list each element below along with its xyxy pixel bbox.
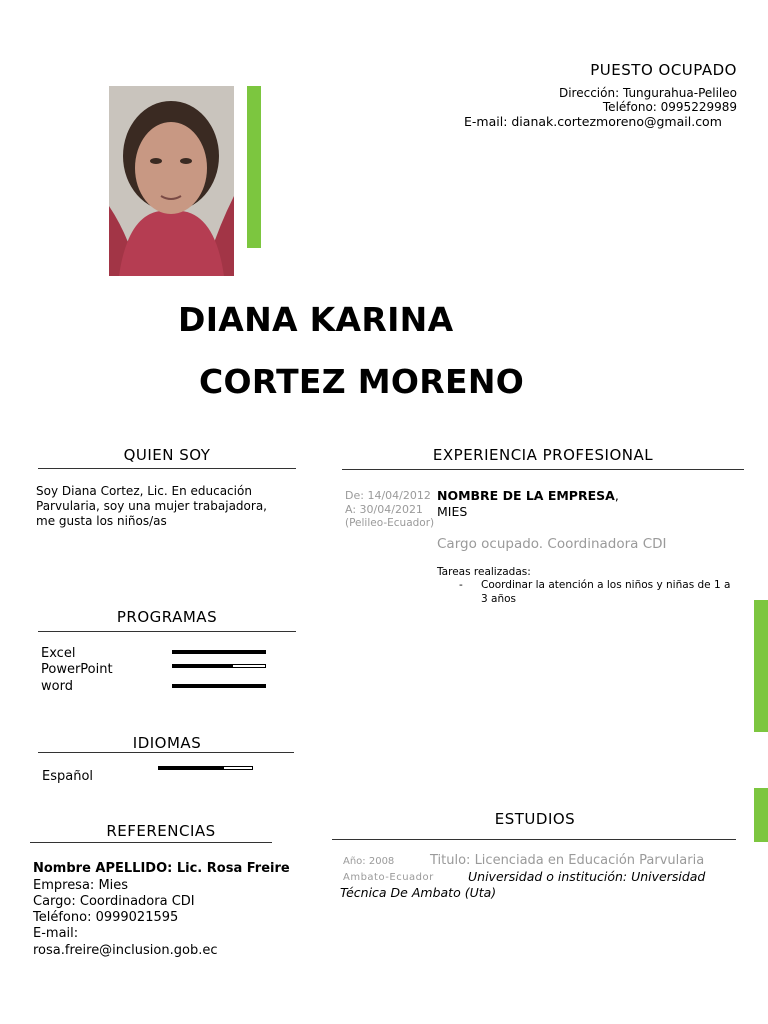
reference-phone: Teléfono: 0999021595 <box>33 910 179 925</box>
experience-company-heading <box>437 488 619 503</box>
studies-year: Año: 2008 <box>343 856 395 867</box>
program-label: Excel <box>41 646 76 661</box>
header-email[interactable]: E-mail: dianak.cortezmoreno@gmail.com <box>464 114 722 129</box>
languages-title: IDIOMAS <box>132 734 202 752</box>
programs-title: PROGRAMAS <box>116 608 218 626</box>
program-level-bar <box>172 664 266 668</box>
programs-divider <box>38 631 296 632</box>
language-level-fill <box>159 767 224 769</box>
name-first: DIANA KARINA <box>178 300 454 339</box>
program-level-bar <box>172 684 266 688</box>
program-level-fill <box>173 685 265 687</box>
references-divider <box>30 842 272 843</box>
program-label: PowerPoint <box>41 662 113 677</box>
reference-company: Empresa: Mies <box>33 878 129 893</box>
experience-company-label: NOMBRE DE LA EMPRESA <box>437 488 615 503</box>
studies-location: Ambato-Ecuador <box>343 872 434 883</box>
experience-company-sep: , <box>614 488 619 503</box>
name-last: CORTEZ MORENO <box>199 362 525 401</box>
about-text: Soy Diana Cortez, Lic. En educación Parvularia, soy una mujer trabajadora, me gusta los niños/as <box>36 484 267 528</box>
about-divider <box>38 468 296 469</box>
experience-task: Coordinar la atención a los niños y niñas de 1 a 3 años <box>481 579 731 605</box>
studies-degree: Titulo: Licenciada en Educación Parvularia <box>430 853 705 868</box>
program-level-fill <box>173 651 265 653</box>
accent-bar-top <box>247 86 261 248</box>
languages-divider <box>38 752 294 753</box>
reference-email-label: E-mail: <box>33 926 79 941</box>
language-level-bar <box>158 766 253 770</box>
accent-bar-right-lower <box>754 788 768 842</box>
header-title: PUESTO OCUPADO <box>590 61 737 79</box>
about-title: QUIEN SOY <box>123 446 211 464</box>
reference-email[interactable]: rosa.freire@inclusion.gob.ec <box>33 943 218 958</box>
profile-photo <box>109 86 234 276</box>
accent-bar-right <box>754 600 768 732</box>
program-level-bar <box>172 650 266 654</box>
language-label: Español <box>42 769 94 784</box>
task-bullet: - <box>459 579 463 591</box>
experience-divider <box>342 469 744 470</box>
references-title: REFERENCIAS <box>106 822 216 840</box>
experience-company: MIES <box>437 504 468 519</box>
experience-position: Cargo ocupado. Coordinadora CDI <box>437 536 667 552</box>
experience-tasks-label: Tareas realizadas: <box>437 566 531 578</box>
header-phone: Teléfono: 0995229989 <box>602 100 737 114</box>
experience-to: A: 30/04/2021 <box>345 503 423 516</box>
studies-institution: Universidad o institución: Universidad Técnica De Ambato (Uta) <box>340 869 706 900</box>
reference-position: Cargo: Coordinadora CDI <box>33 894 195 909</box>
studies-title: ESTUDIOS <box>494 810 576 828</box>
reference-name: Nombre APELLIDO: Lic. Rosa Freire <box>33 861 290 876</box>
experience-location: (Pelileo-Ecuador) <box>345 517 435 529</box>
experience-title: EXPERIENCIA PROFESIONAL <box>432 446 654 464</box>
header-address: Dirección: Tungurahua-Pelileo <box>558 86 737 100</box>
program-label: word <box>41 679 73 694</box>
studies-divider <box>332 839 736 840</box>
program-level-fill <box>173 665 233 667</box>
experience-from: De: 14/04/2012 <box>345 489 431 502</box>
